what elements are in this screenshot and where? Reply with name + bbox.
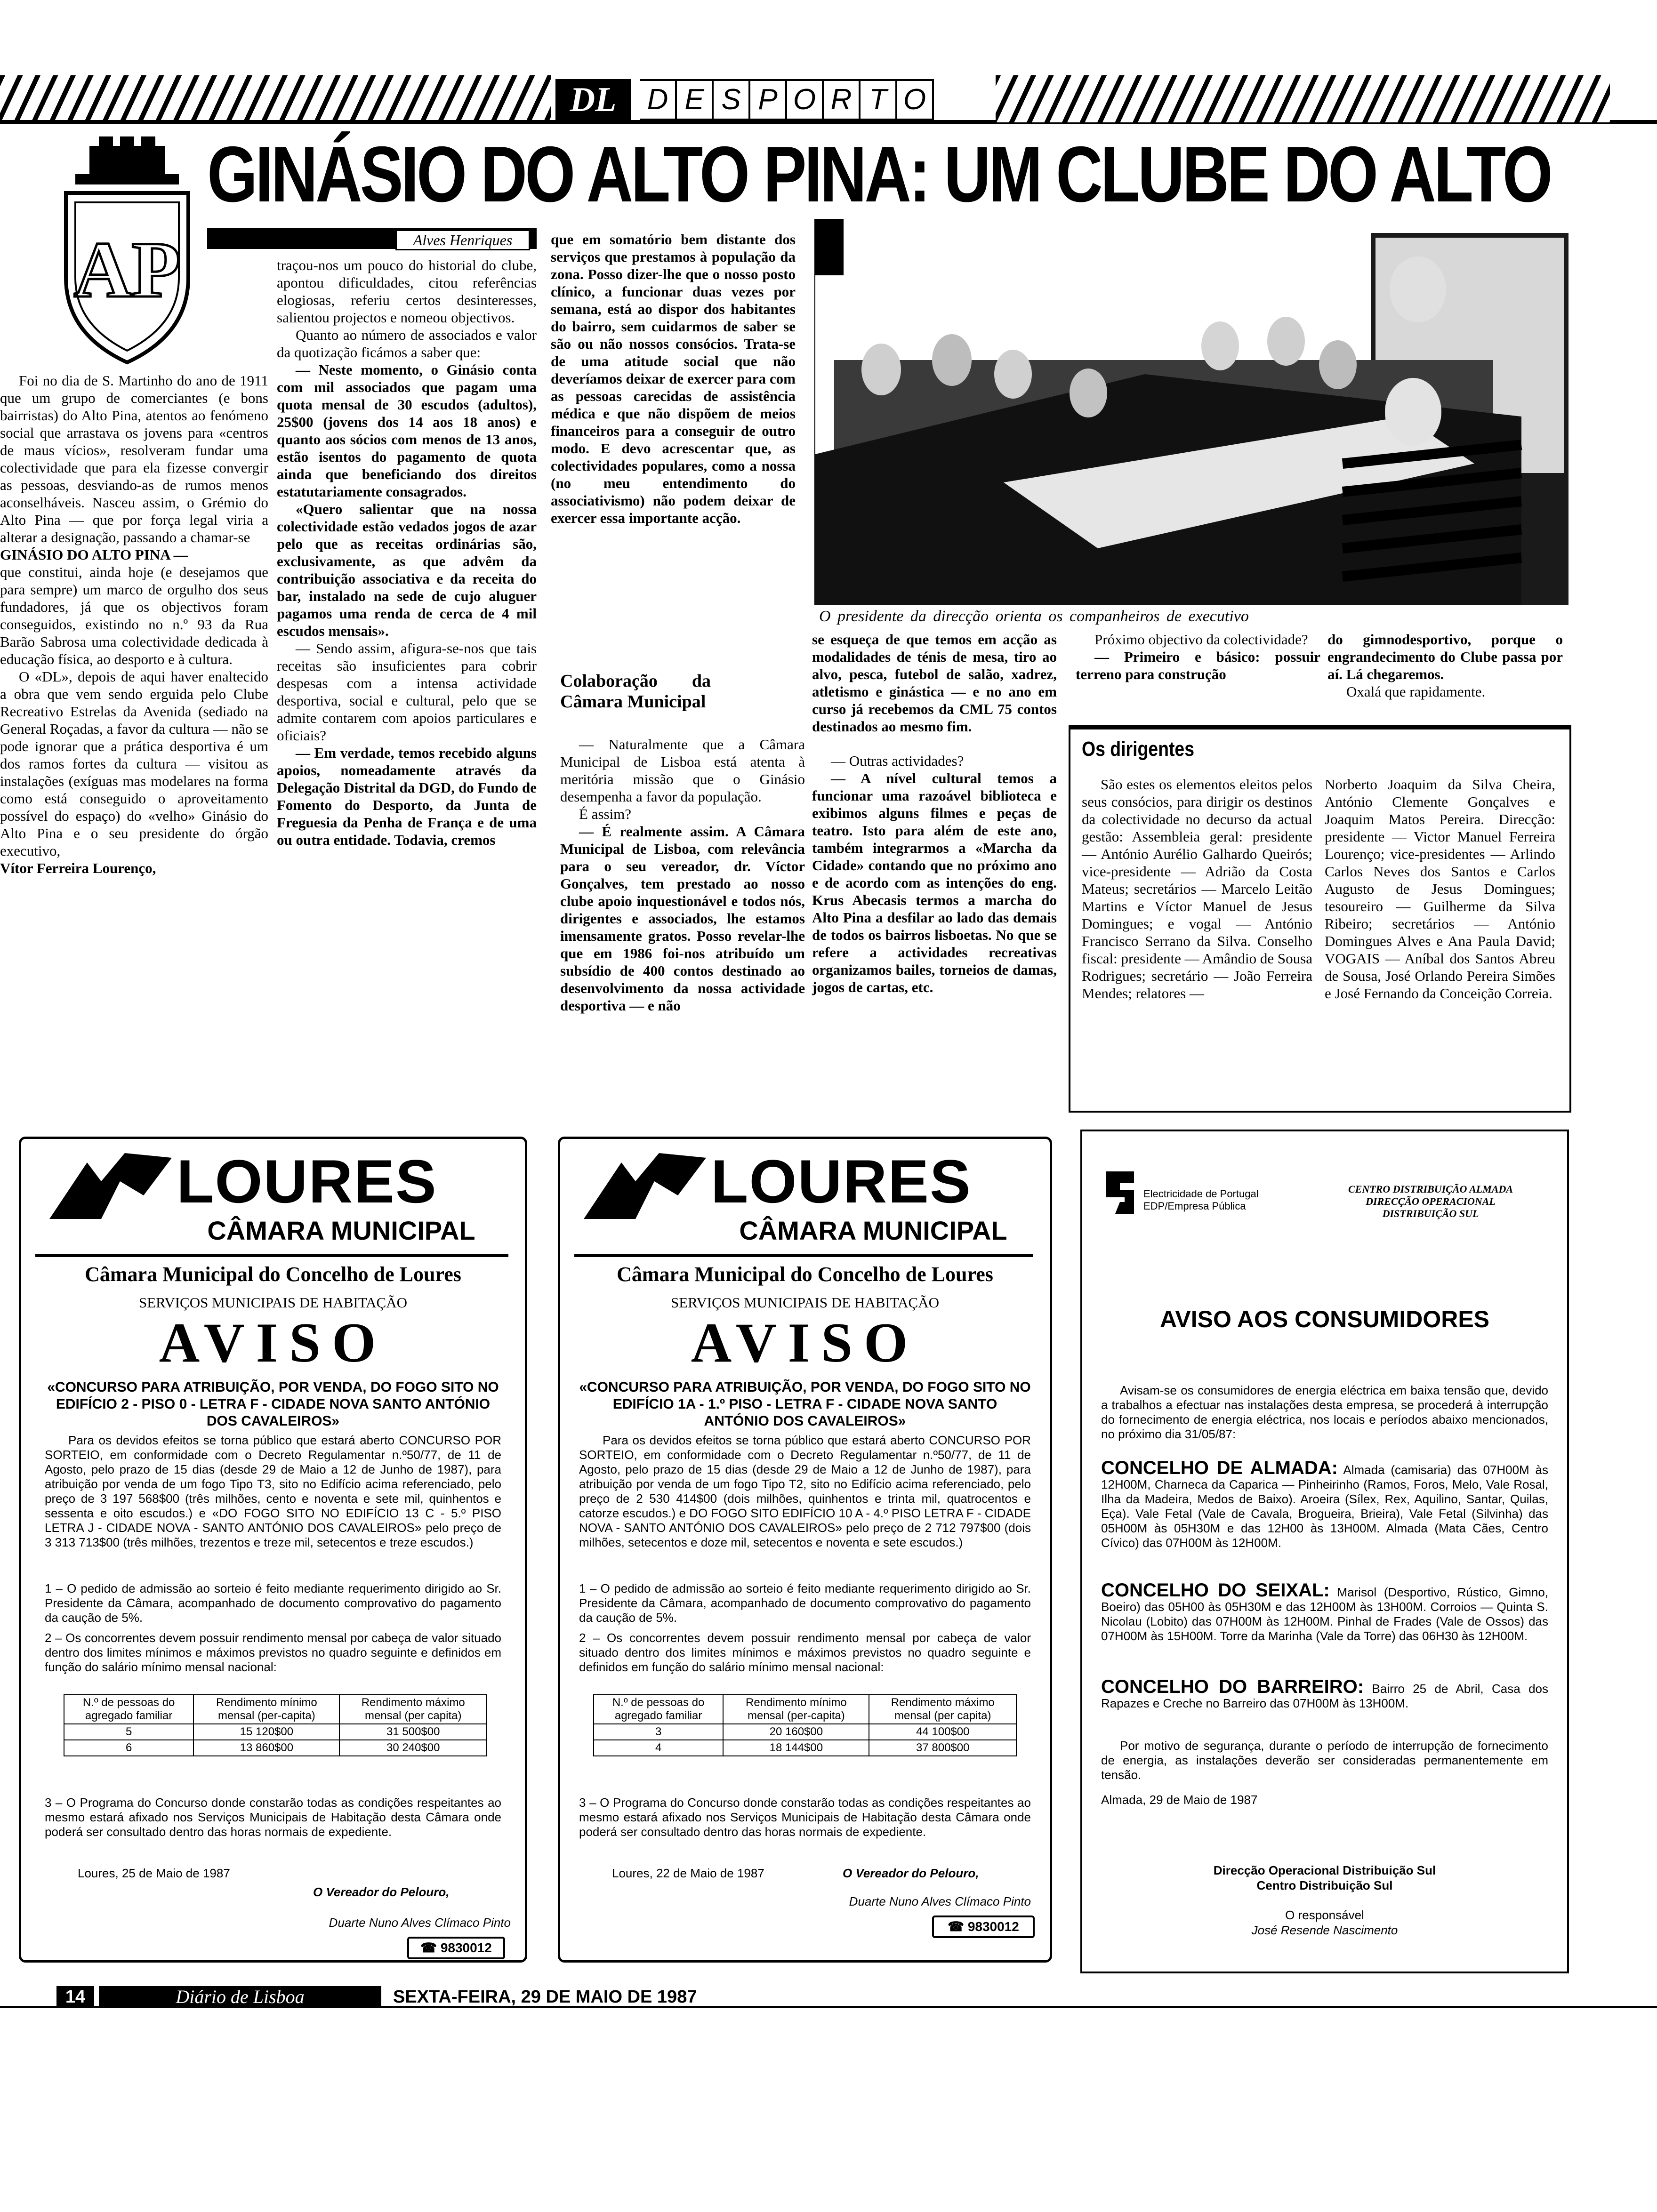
ad-edp (1080, 1130, 1569, 1973)
loures-body: Para os devidos efeitos se torna público que estará aberto CONCURSO POR SORTEIO, em conformidade com o Decreto Regulamentar n.º50/77, de 11 de Agosto, pelo prazo de 15 dias (desde 29 de Maio a 12 de Junho de 1987), para atribuição por venda de um fogo Tipo T3, sito no Edifício acima referenciado, pelo preço de 3 197 568$00 (três milhões, cento e noventa e sete mil, quinhentos e sessenta e oito escudos.) e «DO FOGO SITO NO EDIFÍCIO 13 C - 5.º PISO LETRA J - CIDADE NOVA - SANTO ANTÓNIO DOS CAVALEIROS» pelo preço de 3 313 713$00 (três milhões, trezentos e treze mil, setecentos e treze escudos.) (45, 1433, 501, 1549)
table-cell: 6 (64, 1740, 193, 1756)
footer-paper-name: Diário de Lisboa (99, 1986, 381, 2008)
ad-loures-2 (558, 1137, 1052, 1963)
table-header: N.º de pessoas do agregado familiar (594, 1695, 723, 1724)
table-cell: 15 120$00 (193, 1724, 339, 1740)
article-paragraph: Oxalá que rapidamente. (1346, 683, 1486, 700)
loures-ref-number: 9830012 (440, 1940, 492, 1955)
dirigentes-box (1069, 725, 1571, 1113)
loures-aviso: AVISO (159, 1311, 387, 1374)
table-row (64, 1740, 487, 1756)
article-paragraph: do gimnodesportivo, porque o engrandecimento do Clube passa por aí. Lá chegaremos. (1327, 631, 1563, 682)
section-letter: R (824, 79, 861, 120)
table-cell: 3 (594, 1724, 723, 1740)
loures-logo-mark (49, 1153, 172, 1219)
edp-org-1: Electricidade de Portugal (1143, 1188, 1259, 1200)
table-cell: 37 800$00 (869, 1740, 1016, 1756)
edp-barreiro-title: CONCELHO DO BARREIRO: (1101, 1676, 1364, 1697)
loures-date: Loures, 25 de Maio de 1987 (78, 1866, 230, 1880)
article-paragraph: — Neste momento, o Ginásio conta com mil associados que pagam uma quota mensal de 30 escudos (adultos), 25$00 (jovens dos 14 aos 18 anos) e quanto aos sócios com menos de 13 anos, estão isentos do pagamento de quota ainda que beneficiando dos direitos estatutariamente consagrados. (277, 361, 537, 500)
edp-almada (1101, 1458, 1548, 1550)
loures-concurso: «CONCURSO PARA ATRIBUIÇÃO, POR VENDA, DO FOGO SITO NO EDIFÍCIO 2 - PISO 0 - LETRA F - CIDADE NOVA SANTO ANTÓNIO DOS CAVALEIROS» (47, 1379, 499, 1429)
edp-org-2: EDP/Empresa Pública (1143, 1200, 1246, 1212)
section-letter: E (677, 79, 714, 120)
article-paragraph: Foi no dia de S. Martinho do ano de 1911 que um grupo de comerciantes (e bons bairristas) do Alto Pina, atentos ao fenómeno social que arrastava os jovens para «centros de maus vícios», resolveram fundar uma colectividade que para ela fizesse convergir as pessoas, desviando-as de rumos menos aconselháveis. Nasceu assim, o Grémio do Alto Pina — que por força legal viria a alterar a designação, passando a chamar-se (0, 372, 268, 545)
edp-centro-3: DISTRIBUIÇÃO SUL (1382, 1208, 1479, 1219)
crest-letters: AP (73, 225, 181, 314)
subhead-camara: Colaboração da Câmara Municipal (560, 671, 711, 712)
article-paragraph: Próximo objectivo da colectividade? (1094, 631, 1308, 648)
table-row (64, 1724, 487, 1740)
loures-item-1: 1 – O pedido de admissão ao sorteio é feito mediante requerimento dirigido ao Sr. Presidente da Câmara, acompanhado de documento comprovativo do pagamento da caução de 5%. (579, 1581, 1031, 1625)
loures-dept: SERVIÇOS MUNICIPAIS DE HABITAÇÃO (138, 1294, 408, 1311)
edp-dir-2: Centro Distribuição Sul (1256, 1878, 1393, 1892)
loures-org: Câmara Municipal do Concelho de Loures (617, 1263, 993, 1286)
table-header: Rendimento mínimo mensal (per-capita) (723, 1695, 869, 1724)
edp-resp: O responsável (1285, 1908, 1364, 1922)
loures-dept: SERVIÇOS MUNICIPAIS DE HABITAÇÃO (670, 1294, 940, 1311)
edp-barreiro-text: Bairro 25 de Abril, Casa dos Rapazes e Creche no Barreiro das 07H00M às 13H00M. (1101, 1682, 1548, 1710)
loures-signer: Duarte Nuno Alves Clímaco Pinto (849, 1894, 1031, 1908)
loures-income-table (593, 1694, 1017, 1756)
edp-date: Almada, 29 de Maio de 1987 (1101, 1793, 1258, 1807)
loures-ref-number: 9830012 (967, 1919, 1019, 1934)
table-cell: 18 144$00 (723, 1740, 869, 1756)
article-paragraph: — Primeiro e básico: possuir terreno para construção (1076, 649, 1320, 682)
table-cell: 20 160$00 (723, 1724, 869, 1740)
loures-logo: LOURES (711, 1147, 972, 1216)
section-letter: D (640, 79, 677, 120)
section-letter: P (750, 79, 787, 120)
dirigentes-title: Os dirigentes (1082, 737, 1195, 761)
article-col-4 (812, 631, 1057, 996)
loures-signer-title: O Vereador do Pelouro, (313, 1885, 450, 1899)
table-header: Rendimento máximo mensal (per capita) (339, 1695, 487, 1724)
section-letter: S (714, 79, 750, 120)
edp-seixal-text: Marisol (Desportivo, Rústico, Gimno, Boeiro) das 05H00 às 05H30M e das 12H00M às 13H00M. Corroios — Quinta S. Nicolau (Lobito) das 07H00M às 12H00M. Pinhal de Frades (Vale de Ossos) das 07H00M às 15H00M. Torre da Marinha (Vale da Torre) das 06H30 às 12H00M. (1101, 1585, 1549, 1643)
table-cell: 30 240$00 (339, 1740, 487, 1756)
loures-org: Câmara Municipal do Concelho de Loures (85, 1263, 461, 1286)
edp-dir-1: Direcção Operacional Distribuição Sul (1213, 1863, 1436, 1877)
loures-logo-sub: CÂMARA MUNICIPAL (207, 1216, 475, 1245)
phone-icon: ☎ (420, 1940, 441, 1955)
dirigentes-col-b: Norberto Joaquim da Silva Cheira, António Clemente Gonçalves e Joaquim Matos Pereira. Direcção: presidente — Victor Manuel Ferreira Lourenço; vice-presidentes — Arlindo Carlos Neves dos Santos e Carlos Augusto de Jesus Domingues; tesoureiro — Guilherme da Silva Ribeiro; secretários — António Domingues Alves e Ana Paula David; VOGAIS — Aníbal dos Santos Abreu de Sousa, José Orlando Pereira Simões e José Fernando da Conceição Correia. (1325, 776, 1555, 1002)
article-paragraph: — Outras actividades? (831, 753, 964, 769)
article-paragraph: traçou-nos um pouco do historial do clube, apontou dificuldades, citou referências elogiosas, referiu certos desinteresses, salientou projectos e nomeou objectivos. (277, 257, 537, 326)
loures-item-1: 1 – O pedido de admissão ao sorteio é feito mediante requerimento dirigido ao Sr. Presidente da Câmara, acompanhado de documento comprovativo do pagamento da caução de 5%. (45, 1581, 501, 1625)
loures-rule (574, 1254, 1033, 1257)
photo-caption: O presidente da direcção orienta os companheiros de executivo (819, 608, 1249, 625)
loures-ref (407, 1937, 505, 1959)
section-title (640, 79, 934, 119)
table-cell: 13 860$00 (193, 1740, 339, 1756)
article-col-3 (560, 671, 805, 1014)
loures-rule (35, 1254, 508, 1257)
article-col-1 (0, 372, 268, 877)
loures-ref (932, 1915, 1035, 1938)
loures-signer-title: O Vereador do Pelouro, (843, 1866, 979, 1880)
article-paragraph: Quanto ao número de associados e valor da quotização ficámos a saber que: (277, 327, 537, 361)
dirigentes-col-a: São estes os elementos eleitos pelos seus consócios, para dirigir os destinos da colectividade no decurso da actual gestão: Assembleia geral: presidente — António Aurélio Galhardo Queirós; vice-presidente — Adrião da Costa Mateus; secretários — Marcelo Leitão Martins e Víctor Manuel de Jesus Domingues; e vogal — António Francisco Serrano da Silva. Conselho fiscal: presidente — Amândio de Sousa Rodrigues; secretário — João Ferreira Mendes; relatores — (1082, 776, 1312, 1002)
loures-date: Loures, 22 de Maio de 1987 (612, 1866, 764, 1880)
loures-item-3: 3 – O Programa do Concurso donde constarão todas as condições respeitantes ao mesmo estará afixado nos Serviços Municipais de Habitação desta Câmara onde poderá ser consultado dentro das horas normais de expediente. (45, 1795, 501, 1839)
loures-income-table (64, 1694, 487, 1756)
loures-item-2: 2 – Os concorrentes devem possuir rendimento mensal por cabeça de valor situado dentro dos limites mínimos e máximos previstos no quadro seguinte e definidos em função do salário mínimo mensal nacional: (579, 1631, 1031, 1674)
article-photo (814, 219, 1569, 605)
article-paragraph: que constitui, ainda hoje (e desejamos que para sempre) um marco de orgulho dos seus fundadores, já que os objectivos foram conseguidos, existindo no n.º 93 da Rua Barão Sabrosa uma colectividade dedicada à educação física, ao desporto e à cultura. (0, 564, 268, 667)
loures-logo-mark (584, 1153, 706, 1219)
loures-body: Para os devidos efeitos se torna público que estará aberto CONCURSO POR SORTEIO, em conformidade com o Decreto Regulamentar n.º50/77, de 11 de Agosto, pelo prazo de 15 dias (desde 29 de Maio a 12 de Junho de 1987), para atribuição por venda de um fogo Tipo T2, sito no Edifício acima referenciado, pelo preço de 2 530 414$00 (dois milhões, quinhentos e trinta mil, quatrocentos e catorze escudos.) e DO FOGO SITO EDIFÍCIO 10 A - 4.º PISO LETRA F - CIDADE NOVA - SANTO ANTÓNIO DOS CAVALEIROS» pelo preço de 2 712 797$00 (dois milhões, setecentos e doze mil, setecentos e noventa e sete escudos.) (579, 1433, 1031, 1549)
edp-barreiro (1101, 1676, 1548, 1711)
edp-almada-text: Almada (camisaria) das 07H00M às 12H00M, Charneca da Caparica — Pinheirinho (Ramos, Foros, Melo, Vale Rosal, Ilha da Madeira, Medos de Baixo). Aroeira (Sílex, Rex, Aquilino, Santar, Quilas, Eça). Vale Fetal (Vale de Cavala, Brogueira, Brieira), Vale Fetal (Silvinha) das 05H00M às 05H30M e das 12H00 às 13H00M. Almada (Mata Cães, Centro Cívico) das 07H00M às 12H00M. (1101, 1463, 1548, 1550)
edp-seixal-title: CONCELHO DO SEIXAL: (1101, 1580, 1330, 1601)
masthead-logo: DL (555, 79, 631, 120)
edp-centro-1: CENTRO DISTRIBUIÇÃO ALMADA (1348, 1183, 1513, 1195)
loures-signer: Duarte Nuno Alves Clímaco Pinto (329, 1915, 511, 1930)
table-header: Rendimento máximo mensal (per capita) (869, 1695, 1016, 1724)
header-hatch-left (0, 75, 551, 122)
table-header: N.º de pessoas do agregado familiar (64, 1695, 193, 1724)
edp-centro-2: DIRECÇÃO OPERACIONAL (1366, 1195, 1496, 1207)
article-president-name: Vítor Ferreira Lourenço, (0, 860, 156, 876)
table-cell: 44 100$00 (869, 1724, 1016, 1740)
article-paragraph: O «DL», depois de aqui haver enaltecido a obra que vem sendo erguida pelo Clube Recreativo Estrelas da Avenida (sediado na General Roçadas, a favor da cultura — não se pode ignorar que a prática desportiva é um dos ramos fortes da cultura — visitou as instalações (exíguas mas modelares na forma como está conseguido o aproveitamento possível do espaço) do «velho» Ginásio do Alto Pina e o seu presidente do órgão executivo, (0, 668, 268, 859)
article-paragraph: — Sendo assim, afigura-se-nos que tais receitas são insuficientes para cobrir despesas com a intensa actividade desportiva, social e cultural, pelo que se admite contarem com apoios particulares e oficiais? (277, 640, 537, 744)
ad-loures-1 (19, 1137, 527, 1963)
edp-title: AVISO AOS CONSUMIDORES (1159, 1306, 1490, 1332)
article-col-5-top (1076, 631, 1320, 683)
footer-date: SEXTA-FEIRA, 29 DE MAIO DE 1987 (393, 1987, 697, 2007)
loures-item-3: 3 – O Programa do Concurso donde constarão todas as condições respeitantes ao mesmo estará afixado nos Serviços Municipais de Habitação desta Câmara onde poderá ser consultado dentro das horas normais de expediente. (579, 1795, 1031, 1839)
table-row (594, 1724, 1016, 1740)
club-crest (56, 136, 198, 367)
headline: GINÁSIO DO ALTO PINA: UM CLUBE DO ALTO (207, 130, 1551, 218)
loures-logo-sub: CÂMARA MUNICIPAL (739, 1216, 1007, 1245)
table-header: Rendimento mínimo mensal (per-capita) (193, 1695, 339, 1724)
article-paragraph: se esqueça de que temos em acção as modalidades de ténis de mesa, tiro ao alvo, pesca, futebol de salão, xadrez, atletismo e ginástica — e no ano em curso já recebemos da CML 75 contos destinados ao mesmo fim. (812, 631, 1057, 735)
edp-logo-icon (1101, 1169, 1139, 1216)
section-letter: O (897, 79, 934, 120)
edp-safety: Por motivo de segurança, durante o período de interrupção de fornecimento de energia, as instalações deverão ser consideradas permanentemente em tensão. (1101, 1739, 1548, 1782)
phone-icon: ☎ (948, 1919, 968, 1934)
article-paragraph: que em somatório bem distante dos serviços que prestamos à população da zona. Posso dizer-lhe que o nosso posto clínico, a funcionar duas vezes por semana, está ao dispor dos habitantes do bairro, sem cuidarmos de saber se são ou não nossos consócios. Trata-se de uma atitude social que não deveríamos deixar de exercer para com as pessoas carecidas de assistência médica e que não dispõem de meios financeiros para a conseguir de outro modo. E devo acrescentar que, as colectividades populares, como a nossa (no meu entendimento do associativismo) não podem deixar de exercer essa importante acção. (551, 231, 796, 526)
article-paragraph: — Naturalmente que a Câmara Municipal de Lisboa está atenta à meritória missão que o Ginásio desempenha a favor da população. (560, 736, 805, 805)
article-col-3-top (551, 231, 796, 527)
edp-seixal (1101, 1580, 1549, 1643)
article-club-name: GINÁSIO DO ALTO PINA — (0, 546, 188, 563)
table-cell: 4 (594, 1740, 723, 1756)
article-paragraph: — É realmente assim. A Câmara Municipal de Lisboa, com relevância para o seu vereador, dr. Víctor Gonçalves, tem prestado ao nosso clube apoio inquestionável e todos nós, dirigentes e associados, lhe estamos imensamente gratos. Posso revelar-lhe que em 1986 foi-nos atribuído um subsídio de 400 contos destinado ao desenvolvimento da nossa actividade desportiva — e não (560, 823, 805, 1014)
article-paragraph: «Quero salientar que na nossa colectividade estão vedados jogos de azar pelo que as receitas ordinárias são, exclusivamente, as que advêm da contribuição associativa e da receita do bar, instalado na sede de cujo aluguer pagamos uma renda de cerca de 4 mil escudos mensais». (277, 501, 537, 639)
edp-almada-title: CONCELHO DE ALMADA: (1101, 1458, 1338, 1478)
table-cell: 31 500$00 (339, 1724, 487, 1740)
table-cell: 5 (64, 1724, 193, 1740)
edp-resp-name: José Resende Nascimento (1251, 1923, 1398, 1937)
article-col-6-top (1327, 631, 1563, 700)
header-hatch-right (996, 75, 1610, 122)
article-paragraph: — A nível cultural temos a funcionar uma razoável biblioteca e exibimos alguns filmes e peças de teatro. Isto para além de este ano, também integrarmos a «Marcha da Cidade» contando que no próximo ano e de acordo com as intenções do eng. Krus Abecasis termos a marcha do Alto Pina a desfilar ao lado das demais de todos os bairros lisboetas. No que se refere a actividades recreativas organizamos bailes, torneios de damas, jogos de cartas, etc. (812, 770, 1057, 995)
section-letter: O (787, 79, 824, 120)
table-row (594, 1740, 1016, 1756)
loures-aviso: AVISO (691, 1311, 919, 1374)
footer-page-number: 14 (56, 1986, 94, 2008)
byline: Alves Henriques (395, 230, 530, 250)
article-paragraph: — Em verdade, temos recebido alguns apoios, nomeadamente através da Delegação Distrital da DGD, do Fundo de Fomento do Desporto, da Junta de Freguesia da Penha de França e de uma ou outra entidade. Todavia, cremos (277, 745, 537, 848)
edp-intro: Avisam-se os consumidores de energia eléctrica em baixa tensão que, devido a trabalhos a efectuar nas instalações desta empresa, se procederá à interrupção do fornecimento de energia eléctrica, nos locais e períodos abaixo mencionados, no próximo dia 31/05/87: (1101, 1383, 1548, 1441)
loures-concurso: «CONCURSO PARA ATRIBUIÇÃO, POR VENDA, DO FOGO SITO NO EDIFÍCIO 1A - 1.º PISO - LETRA F - CIDADE NOVA SANTO ANTÓNIO DOS CAVALEIROS» (579, 1379, 1031, 1429)
loures-logo: LOURES (177, 1147, 437, 1216)
loures-item-2: 2 – Os concorrentes devem possuir rendimento mensal por cabeça de valor situado dentro dos limites mínimos e máximos previstos no quadro seguinte e definidos em função do salário mínimo mensal nacional: (45, 1631, 501, 1674)
article-col-2 (277, 256, 537, 849)
section-letter: T (861, 79, 897, 120)
article-paragraph: É assim? (579, 806, 632, 822)
